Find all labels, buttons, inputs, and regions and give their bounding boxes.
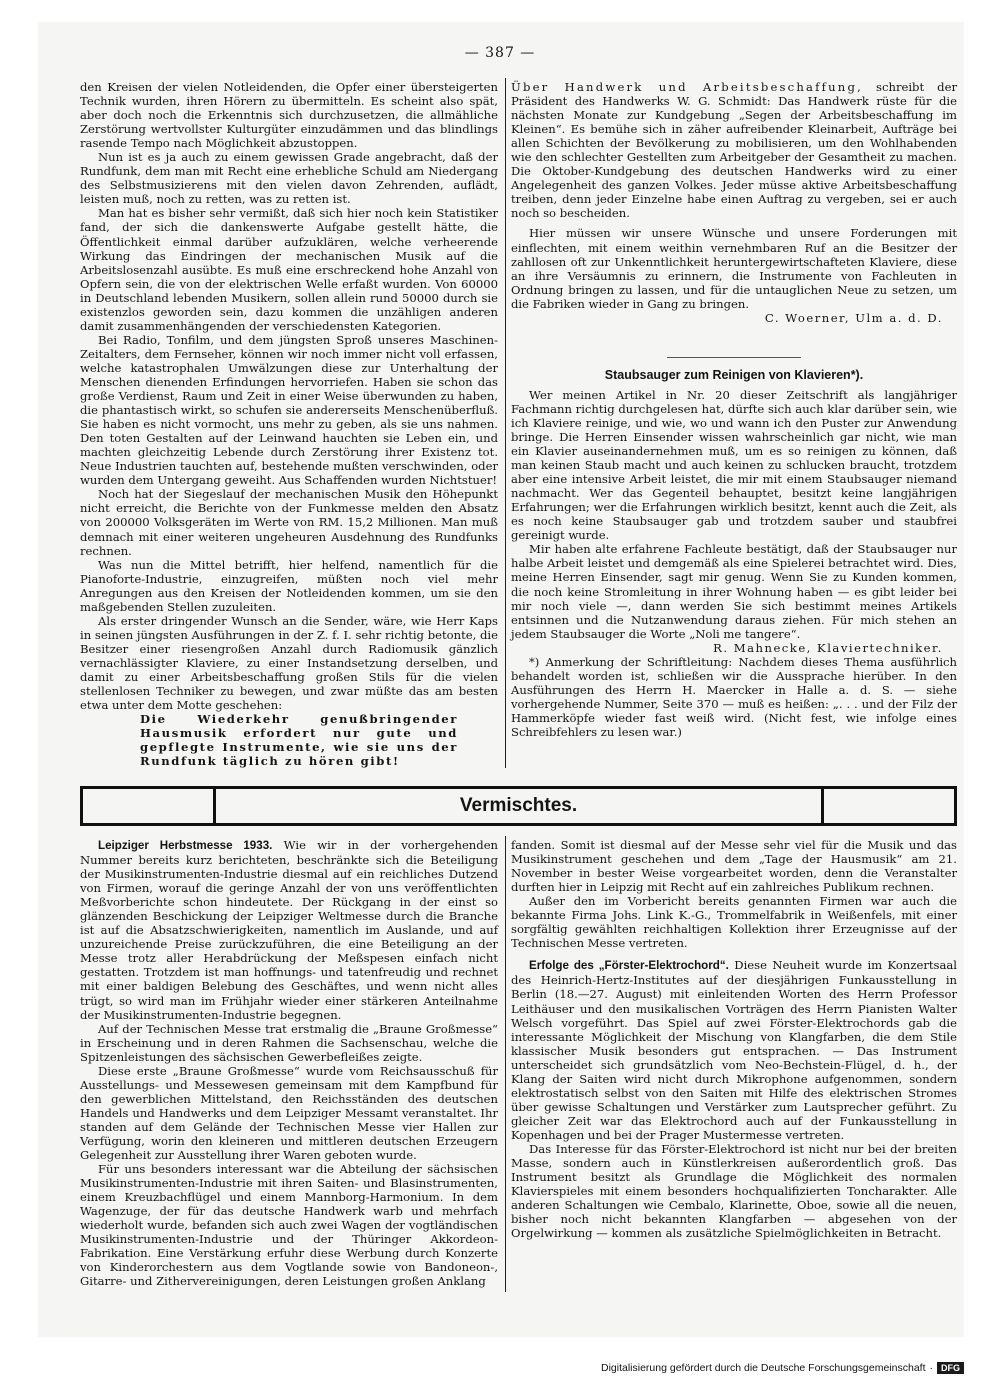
lead-text: schreibt der Präsident des Handwerks W. G. Schmidt: Das Handwerk rüste für die nächsten Monate zur Kundgebung „Segen der Arbeitsbeschaffung im Kleinen“. Es bemühe sich in zäher aufreibender Kleinarbeit, Aufträge bei allen Schichten der Bevölkerung zu mobilisieren, um den Wohlhabenden wie den schlechter Gestellten zum Arbeitgeber der Gesamtheit zu machen. Die Oktober-Kundgebung des deutschen Handwerks wird zu einer Angelegenheit des ganzen Volkes. Jeder müsse aktive Arbeitsbeschaffung treiben, denn jeder Einzelne habe einen Auftrag zu vergeben, sei er auch noch so bescheiden. <box>511 80 957 221</box>
paragraph: Auf der Technischen Messe trat erstmalig die „Braune Großmesse“ in Erscheinung und in deren Rahmen die Sachsenschau, welche die Spitzenleistungen des sächsischen Gewerbefleißes zeigte. <box>80 1021 498 1064</box>
paragraph: Diese erste „Braune Großmesse“ wurde vom Reichsausschuß für Ausstellungs- und Messewesen gemeinsam mit dem Kampfbund für den gewerblichen Mittelstand, den Reichsständen des deutschen Handels und Handwerks und dem Leipziger Messamt veranstaltet. Ihr standen auf dem Gelände der Technischen Messe vier Hallen zur Verfügung, worin den kleineren und mittleren deutschen Erzeugern Gelegenheit zur Ausstellung ihrer Waren geboten wurde. <box>80 1063 498 1163</box>
article-title: Staubsauger zum Reinigen von Klavieren*). <box>604 367 864 382</box>
column-1 <box>80 80 498 768</box>
paragraph: fanden. Somit ist diesmal auf der Messe sehr viel für die Musik und das Musikinstrument geschehen und dem „Tage der Hausmusik“ am 21. November in bester Weise vorgearbeitet worden, denn die Veranstalter durften hier in Leipzig mit Recht auf ein zahlreiches Publikum rechnen. <box>511 838 957 895</box>
section-box-left <box>83 789 216 823</box>
paragraph-lead <box>511 80 957 220</box>
column-divider-bottom <box>505 836 506 1292</box>
footnote: *) Anmerkung der Schriftleitung: Nachdem dieses Thema ausführlich behandelt worden ist, schließen wir die Aussprache hierüber. In den Ausführungen des Herrn H. Maercker in Halle a. d. S. — siehe vorhergehende Nummer, Seite 370 — muß es heißen: „. . . und der Filz der Hammerköpfe wieder fast weiß wird. (Nicht fest, wie infolge eines Schreibfehlers zu lesen war.) <box>511 654 957 739</box>
paragraph: Bei Radio, Tonfilm, und dem jüngsten Sproß unseres Maschinen-Zeitalters, dem Fernseher, können wir noch immer nicht voll erfassen, welche katastrophalen Umwälzungen diese zur Unterhaltung der Menschen dienenden Erfindungen hervorriefen. Haben sie schon das große Verdienst, Raum und Zeit in einer Weise überwunden zu haben, die phantastisch wirkt, so schufen sie andererseits Menschenüberfluß. Sie haben es nicht vormocht, uns mehr zu geben, als sie uns nahmen. Den toten Gestalten auf der Leinwand hauchten sie Leben ein, und machten gleichzeitig Lebende durch Zerstörung ihrer Existenz tot. Neue Industrien tauchten auf, bestehende mußten verschwinden, oder wurden dem Untergang geweiht. Aus Schaffenden wurden Nichtstuer! <box>80 332 498 488</box>
divider <box>667 357 801 358</box>
paragraph: Nun ist es ja auch zu einem gewissen Grade angebracht, daß der Rundfunk, dem man mit Recht eine erhebliche Schuld am Niedergang des Selbstmusizierens mit den vielen davon Zehrenden, auflädt, leisten muß, noch zu retten, was zu retten ist. <box>80 150 498 207</box>
page-number: — 387 — <box>464 45 536 61</box>
section-box-right <box>821 789 954 823</box>
paragraph: Als erster dringender Wunsch an die Sender, wäre, wie Herr Kaps in seinen jüngsten Ausführungen in der Z. f. I. sehr richtig betonte, die Besitzer einer riesengroßen Anzahl durch Radiomusik gänzlich vernachlässigter Klaviere, zu einer Instandsetzung derselben, und damit zu einer Arbeitsbeschaffung großen Stils für die vielen stellenlosen Techniker zu bewegen, und zwar müßte das am besten etwa unter dem Motte geschehen: <box>80 613 498 713</box>
paragraph: Wer meinen Artikel in Nr. 20 dieser Zeitschrift als langjähriger Fachmann richtig durchgelesen hat, dürfte sich auch klar darüber sein, wie ich Klaviere reinige, und wie, wo und wann ich den Puster zur Anwendung bringe. Die Herren Einsender wissen wahrscheinlich gar nicht, wie man ein Klavier auseinandernehmen muß, um es so reinigen zu können, daß man keinen Staub macht und auch keinen zu schlucken braucht, trotzdem aber eine intensive Arbeit leistet, die mir mit einem Staubsauger niemand nachmacht. Wer das Gegenteil behauptet, besitzt keine langjährigen Erfahrungen; wer die Erfahrungen wirklich besitzt, kennt auch die Zeit, als es noch keine Staubsauger gab und trotzdem sauber und staubfrei gereinigt wurde. <box>511 387 957 543</box>
paragraph: Außer den im Vorbericht bereits genannten Firmen war auch die bekannte Firma Johs. Link K.-G., Trommelfabrik in Weißenfels, mit einer sorgfältig gewählten reichhaltigen Kollektion ihrer Erzeugnisse auf der Technischen Messe vertreten. <box>511 894 957 951</box>
paragraph: Für uns besonders interessant war die Abteilung der sächsischen Musikinstrumenten-Industrie mit ihren Saiten- und Blasinstrumenten, einem Kreuzbachflügel und einem Mannborg-Harmonium. In dem Wagenzuge, der für das deutsche Handwerk warb und mehrfach wiederholt wurde, befanden sich auch zwei Wagen der vogtländischen Musikinstrumenten-Industrie und der Thüringer Akkordeon-Fabrikation. Eine Verstärkung erfuhr diese Werbung durch Konzerte von Kinderorchestern aus dem Vogtlande sowie von Bandoneon-, Gitarre- und Zithervereinigungen, deren Leistungen großen Anklang <box>80 1162 498 1289</box>
section-header <box>80 786 957 826</box>
lead-text: Diese Neuheit wurde im Konzertsaal des Heinrich-Hertz-Institutes auf der diesjährigen Funkausstellung in Berlin (18.—27. August) mit einleitenden Worten des Herrn Professor Leithäuser und den musikalischen Vorträgen des Herrn Pianisten Walter Welsch vorgeführt. Das Spiel auf zwei Förster-Elektrochords gab die interessante Möglichkeit der Mischung von Klangfarben, die dem Stile klassischer Musik besonders gut entsprachen. — Das Instrument unterscheidet sich grundsätzlich vom Neo-Bechstein-Flügel, d. h., der Klang der Saiten wird nicht durch Mikrophone aufgenommen, sondern elektrostatisch selbst von den Saiten mit Hilfe des elektrischen Stromes über gewisse Schaltungen und Verstärker zum Lautsprecher geführt. Zu gleicher Zeit war das Elektrochord auch auf der Funkausstellung in Kopenhagen und bei der Prager Mustermesse vertreten. <box>511 958 958 1142</box>
paragraph: Mir haben alte erfahrene Fachleute bestätigt, daß der Staubsauger nur halbe Arbeit leistet und demgemäß als eine Spielerei betrachtet wird. Dies, meine Herren Einsender, sagt mir genug. Wenn Sie zu Kunden kommen, die noch keine Stromleitung in ihrer Wohnung haben — es gibt leider bei mir noch viele —, dann werden Sie sich bestimmt meines Artikels entsinnen und die Nutzanwendung daraus ziehen. Für mich stehen an jedem Staubsauger die Worte „Noli me tangere“. <box>511 542 957 641</box>
paragraph-lead <box>80 838 498 1022</box>
column-2 <box>511 80 957 739</box>
paragraph: Das Interesse für das Förster-Elektrochord ist nicht nur bei der breiten Masse, sondern auch in Künstlerkreisen außerordentlich groß. Das Instrument besitzt als Grundlage die Möglichkeit des normalen Klavierspieles mit einem besonders hochqualifizierten Toncharakter. Alle anderen Schaltungen wie Cembalo, Klarinette, Oboe, sowie all die neuen, bisher noch nicht bekannten Klangfarben — abgesehen von der Orgelwirkung — kommen als zusätzliche Spielmöglichkeiten in Betracht. <box>511 1141 957 1241</box>
paragraph-lead <box>511 958 957 1142</box>
footer-text: Digitalisierung gefördert durch die Deutsche Forschungsgemeinschaft <box>600 1362 926 1374</box>
signature: C. Woerner, Ulm a. d. D. <box>764 310 943 325</box>
column-divider-top <box>505 78 506 768</box>
footer-credit: Digitalisierung gefördert durch die Deutsche Forschungsgemeinschaft · DFG <box>601 1362 964 1374</box>
paragraph: den Kreisen der vielen Notleidenden, die Opfer einer übersteigerten Technik wurden, ihren Hörern zu übermitteln. Es scheint also spät, aber doch noch die Erkenntnis sich durchzusetzen, die allmähliche Zerstörung wertvollster Kulturgüter einzudämmen und das blindlings rasende Tempo nach Möglichkeit abzustoppen. <box>80 80 498 151</box>
lead-heading: Leipziger Herbstmesse 1933. <box>98 839 273 852</box>
paragraph: Hier müssen wir unsere Wünsche und unsere Forderungen mit einflechten, mit einem weithin vernehmbaren Ruf an die Besitzer der zahllosen oft zur Unkenntlichkeit heruntergewirtschafteten Klaviere, diese an ihre Versäumnis zu erinnern, die Instrumente von Fachleuten in Ordnung bringen zu lassen, und für die untauglichen Neue zu setzen, um die Fabriken wieder in Gang zu bringen. <box>511 226 957 311</box>
dfg-logo: DFG <box>937 1362 964 1374</box>
column-4 <box>511 838 957 1240</box>
section-title: Vermischtes. <box>459 795 578 816</box>
paragraph: Noch hat der Siegeslauf der mechanischen Musik den Höhepunkt nicht erreicht, die Berichte von der Funkmesse melden den Absatz von 200000 Volksgeräten im Werte von RM. 15,2 Millionen. Man muß demnach mit einer weiteren ungeheuren Ausdehnung des Rundfunks rechnen. <box>80 487 498 558</box>
article-signature: R. Mahnecke, Klaviertechniker. <box>713 640 943 655</box>
lead-heading: Erfolge des „Förster-Elektrochord“. <box>529 959 729 973</box>
column-3 <box>80 838 498 1289</box>
lead-text: Wie wir in der vorhergehenden Nummer bereits kurz berichteten, beschränkte sich die Beteiligung der Musikinstrumenten-Industrie diesmal auf ein reichliches Dutzend von Firmen, worauf die geringe Anzahl der von uns veröffentlichten Meßvorberichte schon hindeutete. Der Rückgang in der einst so glänzenden Beschickung der Leipziger Weltmesse durch die Branche ist auf die Absatzschwierigkeiten, namentlich im Auslande, und auf unzureichende Preise zurückzuführen, die eine Beteiligung an der Messe trotz aller Herabdrückung der Meßspesen einfach nicht gestatten. Trotzdem ist man hoffnungs- und tatenfreudig und rechnet mit einer baldigen Belebung des Geschäftes, und wenn nicht alles trügt, so wird man im Frühjahr wieder einer stärkeren Anteilnahme der Musikinstrumenten-Industrie begegnen. <box>80 838 499 1022</box>
motto: Die Wiederkehr genußbringender Hausmusik erfordert nur gute und gepflegte Instrumente, wie sie uns der Rundfunk täglich zu hören gibt! <box>140 712 458 769</box>
lead-spaced: Über Handwerk und Arbeitsbeschaffung, <box>511 80 863 94</box>
paragraph: Man hat es bisher sehr vermißt, daß sich hier noch kein Statistiker fand, der sich die dankenswerte Aufgabe gestellt hätte, die Öffentlichkeit einmal darüber aufzuklären, welche verheerende Wirkung das Eindringen der mechanischen Musik auf die Arbeitslosenzahl ausübte. Es muß eine erschreckend hohe Anzahl von Opfern sein, die von der elektrischen Welle erfaßt wurden. Von 60000 in Deutschland lebenden Musikern, sollen allein rund 50000 durch sie existenzlos geworden sein, dazu kommen die unzähligen anderen damit zusammenhängenden der verschiedensten Kategorien. <box>80 206 498 333</box>
paragraph: Was nun die Mittel betrifft, hier helfend, namentlich für die Pianoforte-Industrie, einzugreifen, müßten noch viel mehr Anregungen aus den Kreisen der Notleidenden kommen, um sie den maßgebenden Stellen zuzuleiten. <box>80 557 498 614</box>
